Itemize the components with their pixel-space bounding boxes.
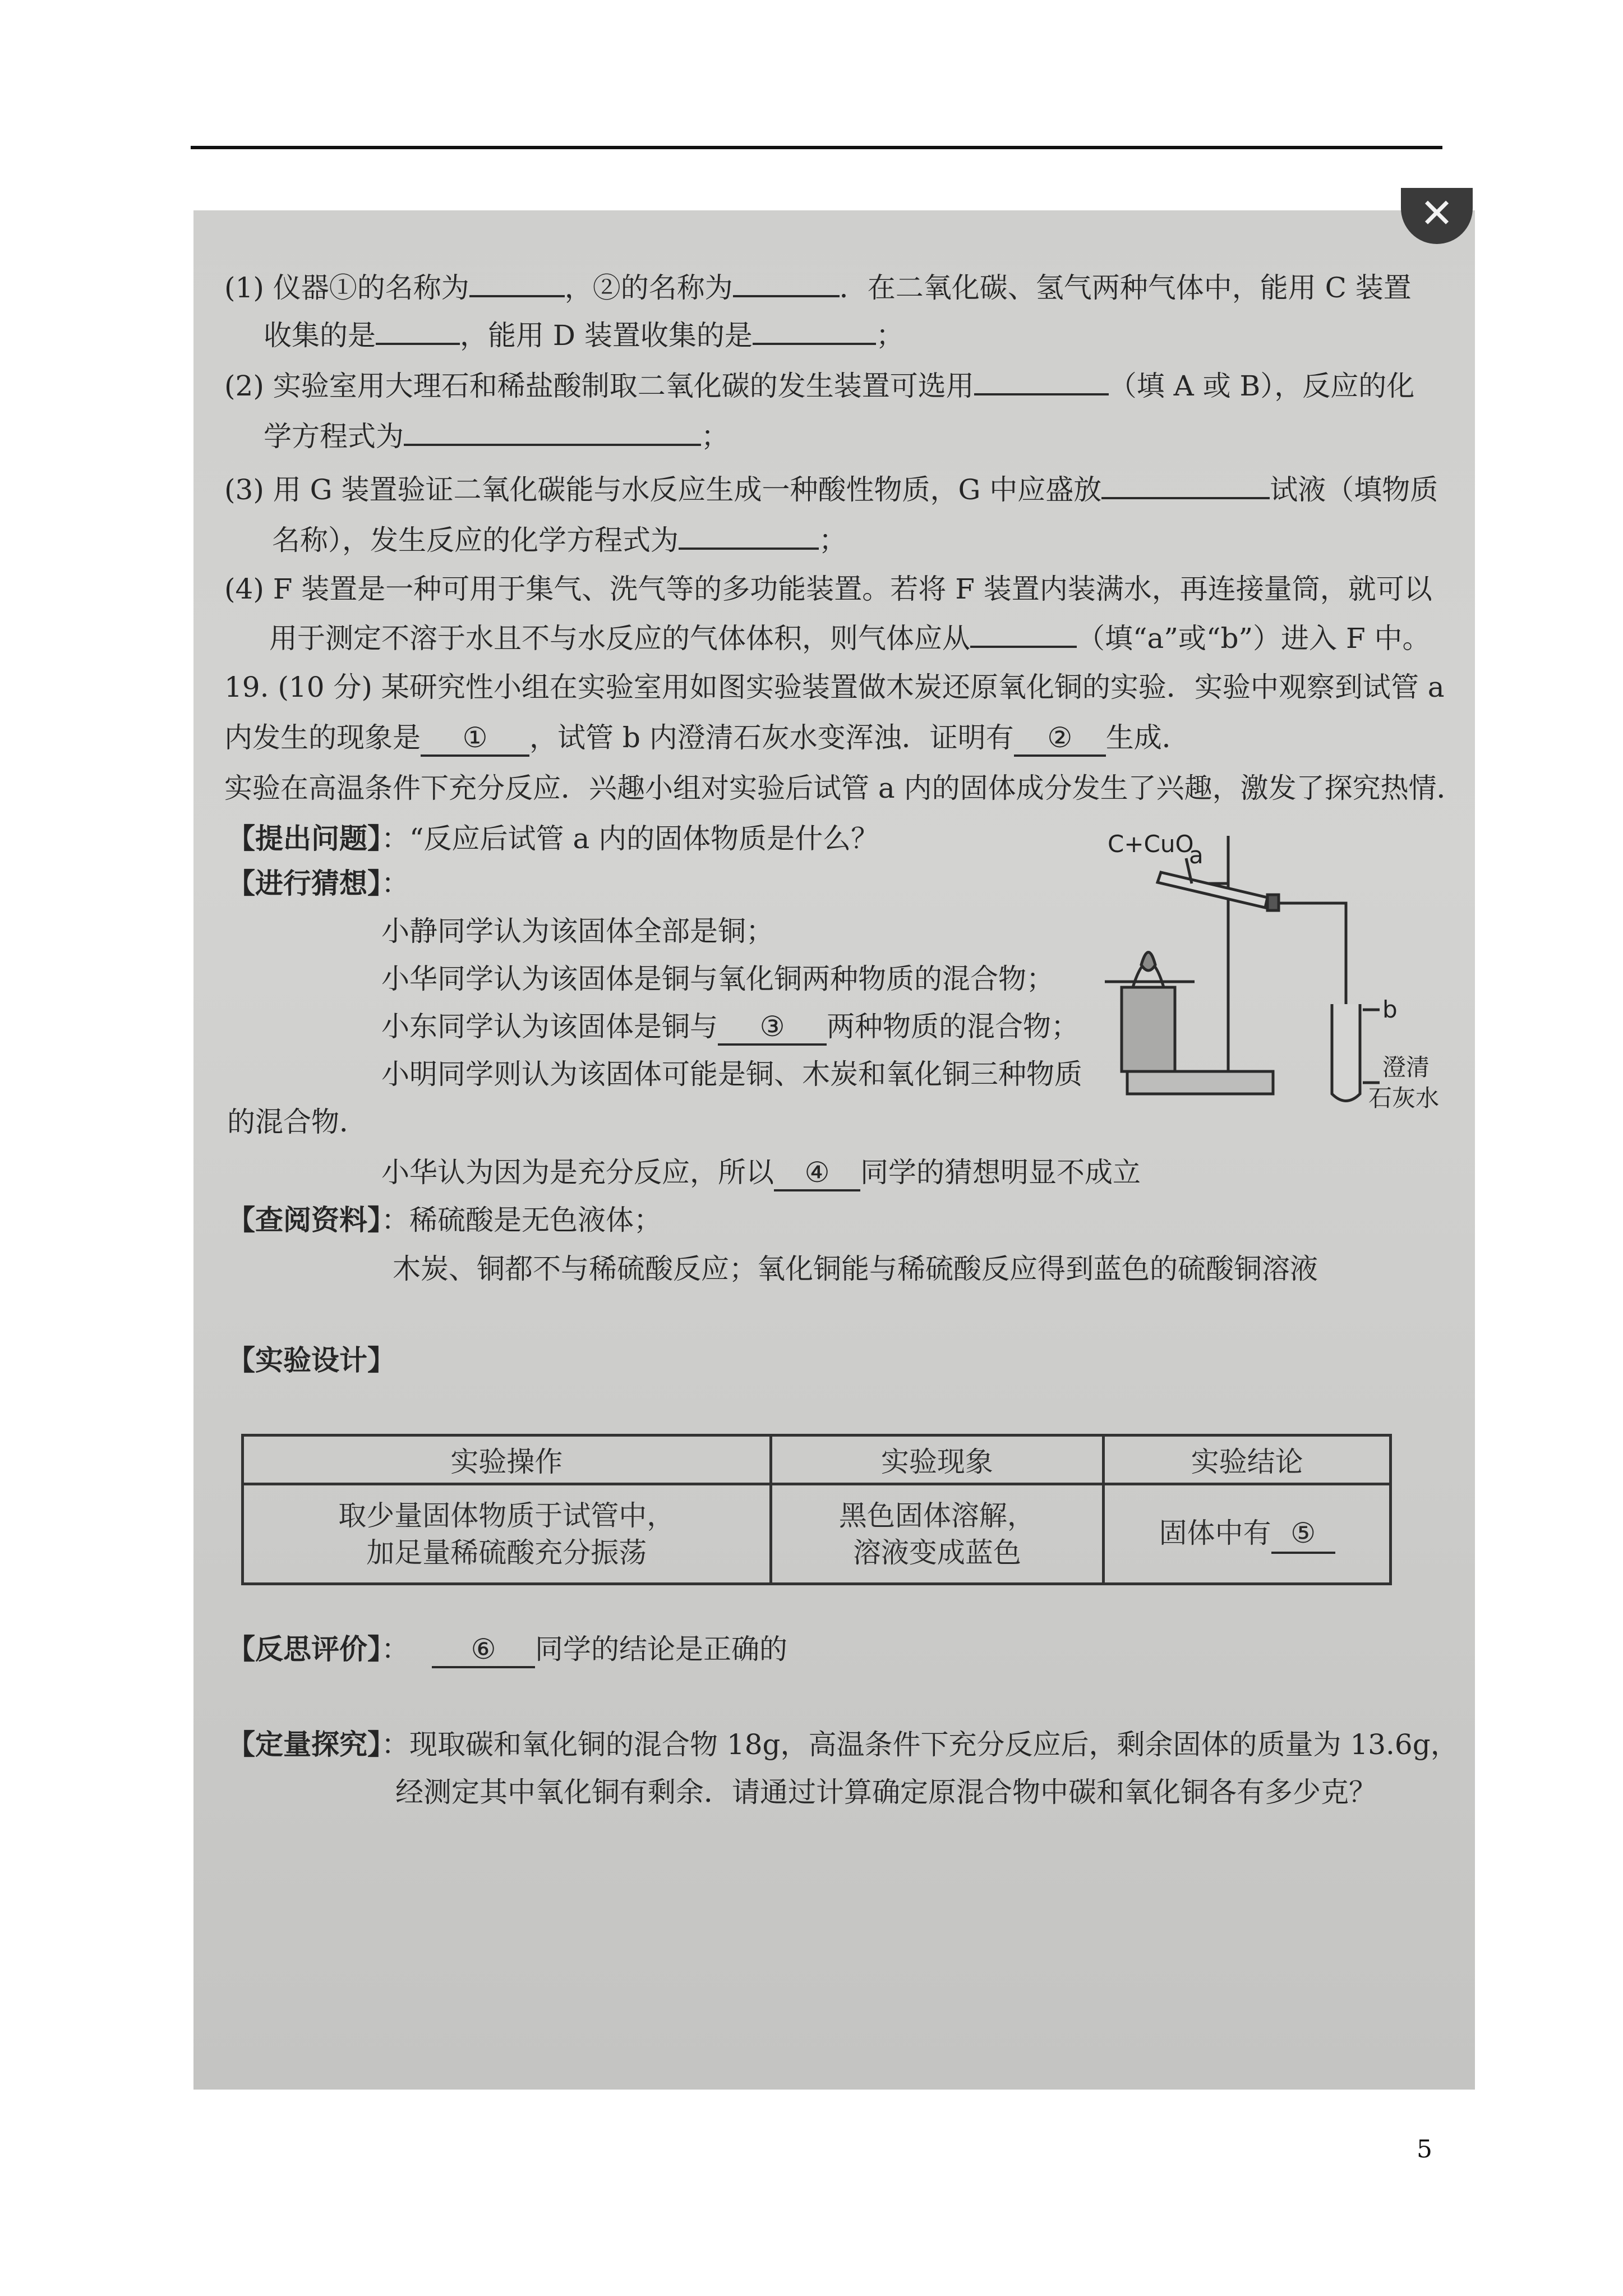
answer-blank (970, 620, 1077, 648)
q18-part2-line1: (2) 实验室用大理石和稀盐酸制取二氧化碳的发生装置可选用 （填 A 或 B），反应的化 (224, 367, 1414, 403)
q18-part3-line1: (3) 用 G 装置验证二氧化碳能与水反应生成一种酸性物质，G 中应盛放 试液（填物质 (224, 471, 1438, 507)
answer-blank (733, 269, 840, 297)
tube-b-label: b (1382, 996, 1398, 1023)
answer-mark-4: ④ (774, 1156, 860, 1191)
section-quantitative: 【定量探究】：现取碳和氧化铜的混合物 18g，高温条件下充分反应后，剩余固体的质量为 13.6g， (227, 1728, 1459, 1761)
stopper (1267, 895, 1279, 910)
answer-mark-5: ⑤ (1271, 1515, 1335, 1554)
answer-blank (469, 269, 565, 297)
guess-5: 小华认为因为是充分反应，所以 ④ 同学的猜想明显不成立 (381, 1156, 1141, 1191)
table-header-row (243, 1435, 1391, 1484)
q19-intro-line2: 内发生的现象是 ① ，试管 b 内澄清石灰水变浑浊．证明有 ② 生成． (224, 721, 1190, 757)
answer-blank (376, 317, 460, 345)
experiment-table (241, 1434, 1392, 1585)
q18-part2-line2: 学方程式为 ； (264, 418, 729, 453)
cell-operation: 取少量固体物质于试管中， 加足量稀硫酸充分振荡 (243, 1484, 771, 1584)
section-ask: 【提出问题】：“反应后试管 a 内的固体物质是什么？ (227, 822, 879, 855)
guess-4: 小明同学则认为该固体可能是铜、木炭和氧化铜三种物质 (381, 1058, 1082, 1091)
answer-blank (404, 418, 701, 446)
section-reflection: 【反思评价】： ⑥ 同学的结论是正确的 (227, 1632, 787, 1668)
answer-blank (753, 317, 876, 345)
q18-part4-line2: 用于测定不溶于水且不与水反应的气体体积，则气体应从 （填“a”或“b”）进入 F 中。 (269, 620, 1431, 655)
q18-part4-line1: (4) F 装置是一种可用于集气、洗气等的多功能装置。若将 F 装置内装满水，再连接量筒，就可以 (224, 573, 1432, 605)
q18-part3-line2: 名称），发生反应的化学方程式为 ； (272, 522, 847, 557)
answer-blank (974, 367, 1109, 395)
alcohol-lamp (1122, 987, 1175, 1071)
guess-1: 小静同学认为该固体全部是铜； (381, 915, 774, 947)
header-rule (191, 146, 1442, 149)
q19-intro-line3: 实验在高温条件下充分反应．兴趣小组对实验后试管 a 内的固体成分发生了兴趣，激发了探究热情． (224, 772, 1465, 804)
guess-3: 小东同学认为该固体是铜与 ③ 两种物质的混合物； (381, 1010, 1079, 1046)
limewater-label-2: 石灰水 (1368, 1084, 1440, 1112)
stand-base (1127, 1071, 1273, 1094)
section-guess: 【进行猜想】： (227, 867, 409, 900)
section-design: 【实验设计】 (227, 1343, 395, 1377)
q18-part1-line1: (1) 仪器①的名称为 ，②的名称为 ．在二氧化碳、氢气两种气体中，能用 C 装置 (224, 269, 1412, 305)
guess-2: 小华同学认为该固体是铜与氧化铜两种物质的混合物； (381, 963, 1054, 995)
apparatus-diagram (1099, 819, 1458, 1133)
header-phenomenon: 实验现象 (771, 1435, 1104, 1484)
reference-2: 木炭、铜都不与稀硫酸反应；氧化铜能与稀硫酸反应得到蓝色的硫酸铜溶液 (393, 1253, 1318, 1285)
tube-a-label: a (1189, 841, 1204, 869)
reagent-label: C+CuO (1108, 830, 1194, 858)
answer-mark-3: ③ (718, 1010, 827, 1046)
quantitative-2: 经测定其中氧化铜有剩余．请通过计算确定原混合物中碳和氧化铜各有多少克？ (395, 1776, 1377, 1809)
header-operation: 实验操作 (243, 1435, 771, 1484)
q19-intro-line1: 19. (10 分) 某研究性小组在实验室用如图实验装置做木炭还原氧化铜的实验．实验中观察到试管 a (224, 671, 1445, 703)
cell-phenomenon: 黑色固体溶解， 溶液变成蓝色 (771, 1484, 1104, 1584)
page-number: 5 (1417, 2135, 1432, 2164)
guess-4-cont: 的混合物． (227, 1106, 367, 1138)
answer-mark-6: ⑥ (432, 1632, 535, 1668)
flame (1141, 953, 1155, 971)
q18-part1-line2: 收集的是 ，能用 D 装置收集的是 ； (264, 317, 904, 352)
header-conclusion: 实验结论 (1104, 1435, 1391, 1484)
cell-conclusion: 固体中有 ⑤ (1104, 1484, 1391, 1584)
limewater-label-1: 澄清 (1382, 1053, 1430, 1081)
test-tube-a (1158, 872, 1267, 908)
close-icon: ✕ (1419, 190, 1454, 237)
table-row (243, 1484, 1391, 1584)
answer-blank (1101, 471, 1270, 499)
answer-mark-2: ② (1014, 721, 1106, 757)
answer-blank (679, 522, 819, 550)
answer-mark-1: ① (421, 721, 529, 757)
section-reference: 【查阅资料】：稀硫酸是无色液体； (227, 1203, 662, 1236)
test-tube-b (1332, 1004, 1360, 1101)
